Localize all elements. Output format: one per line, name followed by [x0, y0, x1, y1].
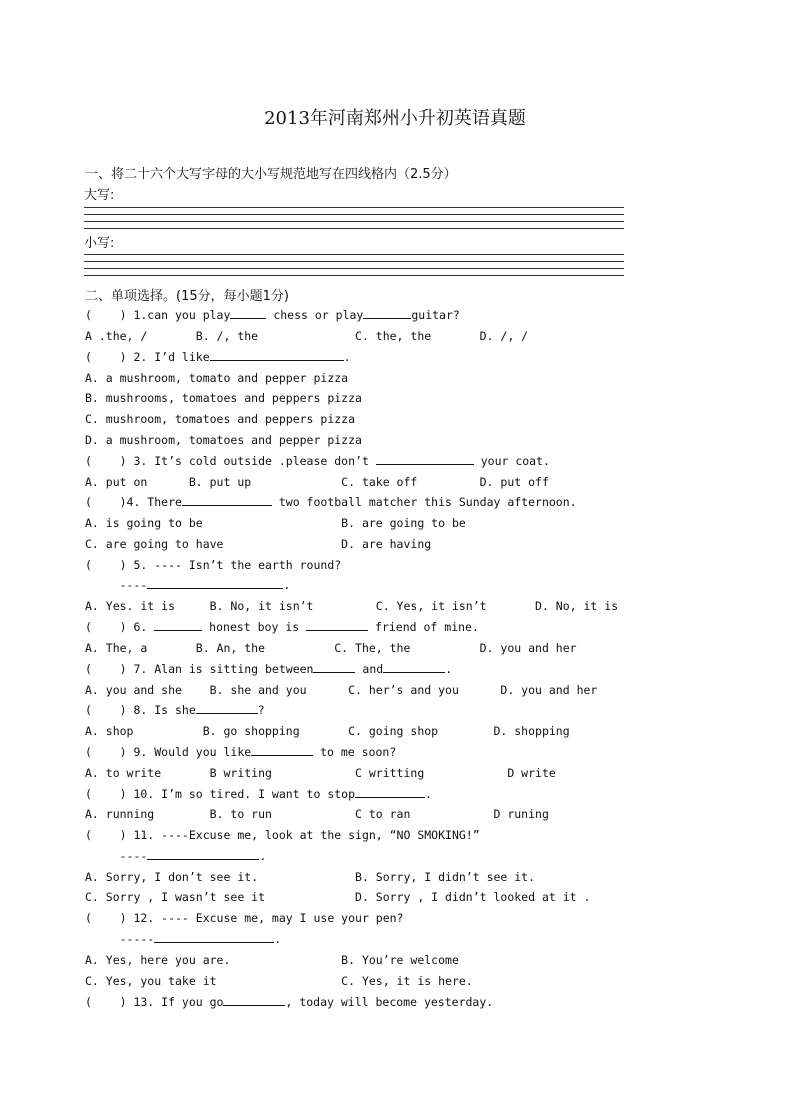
section2-heading: 二、单项选择。(15分，每小题1分): [85, 289, 289, 304]
options-line: A. shop B. go shopping C. going shop D. shopping: [85, 724, 570, 738]
page-title: 2013年河南郑州小升初英语真题: [264, 108, 526, 129]
four-line-rule: [84, 254, 624, 255]
answer-line: ----- .: [85, 932, 282, 946]
question-line: ( ) 12. ---- Excuse me, may I use your pen?: [85, 911, 404, 925]
options-line: A. you and she B. she and you C. her’s and you D. you and her: [85, 683, 598, 697]
options-line: A. Yes, here you are. B. You’re welcome: [85, 953, 459, 967]
four-line-rule: [84, 268, 624, 269]
options-line: A. put on B. put up C. take off D. put off: [85, 475, 549, 489]
four-line-rule: [84, 228, 624, 229]
lowercase-label: 小写:: [84, 236, 115, 251]
options-line: A. a mushroom, tomato and pepper pizza: [85, 371, 349, 385]
options-line: A. running B. to run C to ran D runing: [85, 807, 549, 821]
options-line: D. a mushroom, tomatoes and pepper pizza: [85, 433, 362, 447]
question-line: ( ) 13. If you go , today will become yesterday.: [85, 995, 494, 1009]
question-line: ( ) 6. honest boy is friend of mine.: [85, 620, 479, 634]
answer-line: ---- .: [85, 578, 291, 592]
options-line: C. Sorry , I wasn’t see it D. Sorry , I didn’t looked at it .: [85, 890, 591, 904]
four-line-rule: [84, 214, 624, 215]
options-line: A. Yes. it is B. No, it isn’t C. Yes, it isn’t D. No, it is: [85, 599, 619, 613]
section1-heading: 一、将二十六个大写字母的大小写规范地写在四线格内（2.5分）: [85, 167, 457, 182]
answer-line: ---- .: [85, 849, 267, 863]
question-line: ( ) 8. Is she ?: [85, 703, 265, 717]
question-line: ( )4. There two football matcher this Sunday afternoon.: [85, 495, 577, 509]
question-line: ( ) 7. Alan is sitting between and .: [85, 662, 453, 676]
options-line: A. to write B writing C writting D write: [85, 766, 556, 780]
options-line: A .the, / B. /, the C. the, the D. /, /: [85, 329, 529, 343]
options-line: C. are going to have D. are having: [85, 537, 432, 551]
question-line: ( ) 11. ----Excuse me, look at the sign, “NO SMOKING!”: [85, 828, 480, 842]
question-line: ( ) 3. It’s cold outside .please don’t your coat.: [85, 454, 550, 468]
question-line: ( ) 2. I’d like .: [85, 350, 351, 364]
question-line: ( ) 9. Would you like to me soon?: [85, 745, 397, 759]
four-line-rule: [84, 221, 624, 222]
options-line: A. is going to be B. are going to be: [85, 516, 466, 530]
question-line: ( ) 5. ---- Isn’t the earth round?: [85, 558, 342, 572]
options-line: C. mushroom, tomatoes and peppers pizza: [85, 412, 356, 426]
four-line-rule: [84, 207, 624, 208]
options-line: C. Yes, you take it C. Yes, it is here.: [85, 974, 473, 988]
options-line: A. The, a B. An, the C. The, the D. you and her: [85, 641, 577, 655]
uppercase-label: 大写:: [84, 188, 115, 203]
four-line-rule: [84, 261, 624, 262]
options-line: B. mushrooms, tomatoes and peppers pizza: [85, 391, 362, 405]
question-line: ( ) 10. I’m so tired. I want to stop .: [85, 787, 432, 801]
question-line: ( ) 1.can you play chess or play guitar?: [85, 308, 460, 322]
four-line-rule: [84, 275, 624, 276]
options-line: A. Sorry, I don’t see it. B. Sorry, I didn’t see it.: [85, 870, 536, 884]
